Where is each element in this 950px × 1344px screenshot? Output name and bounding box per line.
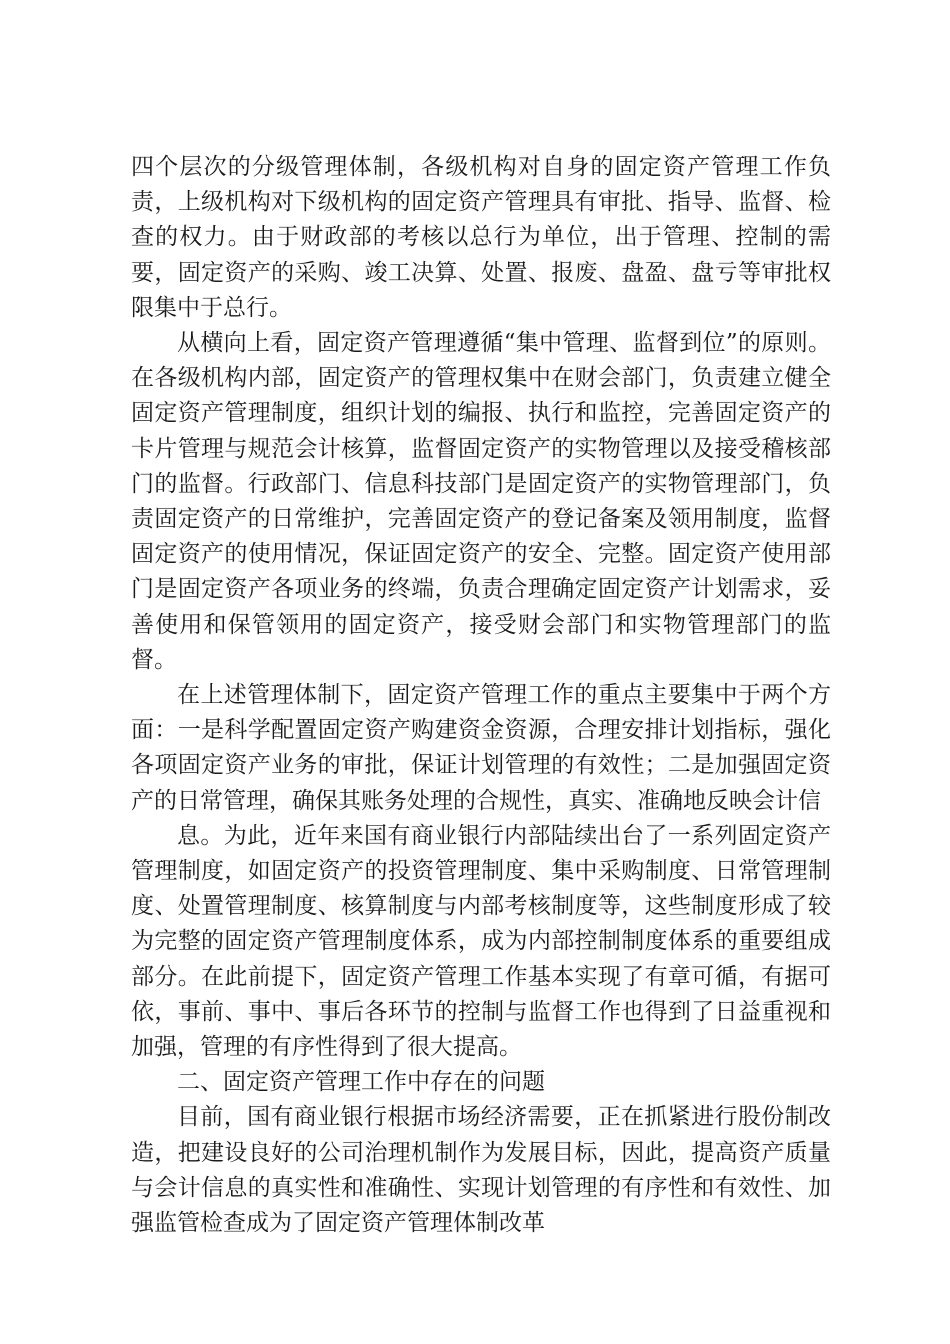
document-page xyxy=(131,150,831,1241)
paragraph-hierarchy-system: 四个层次的分级管理体制，各级机构对自身的固定资产管理工作负责，上级机构对下级机构的固定资产管理具有审批、指导、监督、检查的权力。由于财政部的考核以总行为单位，出于管理、控制的需要，固定资产的采购、竣工决算、处置、报废、盘盈、盘亏等审批权限集中于总行。 xyxy=(131,154,831,321)
paragraph-current-status: 目前，国有商业银行根据市场经济需要，正在抓紧进行股份制改造，把建设良好的公司治理机制作为发展目标，因此，提高资产质量与会计信息的真实性和准确性、实现计划管理的有序性和有效性、加强监管检查成为了固定资产管理体制改革 xyxy=(131,1104,831,1237)
paragraph-horizontal-view: 从横向上看，固定资产管理遵循“集中管理、监督到位”的原则。在各级机构内部，固定资产的管理权集中在财会部门，负责建立健全固定资产管理制度，组织计划的编报、执行和监控，完善固定资产的卡片管理与规范会计核算，监督固定资产的实物管理以及接受稽核部门的监督。行政部门、信息科技部门是固定资产的实物管理部门，负责固定资产的日常维护，完善固定资产的登记备案及领用制度，监督固定资产的使用情况，保证固定资产的安全、完整。固定资产使用部门是固定资产各项业务的终端，负责合理确定固定资产计划需求，妥善使用和保管领用的固定资产，接受财会部门和实物管理部门的监督。 xyxy=(131,330,831,673)
paragraph-management-focus: 在上述管理体制下，固定资产管理工作的重点主要集中于两个方面：一是科学配置固定资产购建资金资源，合理安排计划指标，强化各项固定资产业务的审批，保证计划管理的有效性；二是加强固定资产的日常管理，确保其账务处理的合规性，真实、准确地反映会计信 xyxy=(131,682,831,814)
section-heading-problems: 二、固定资产管理工作中存在的问题 xyxy=(177,1069,545,1096)
paragraph-management-rules: 息。为此，近年来国有商业银行内部陆续出台了一系列固定资产管理制度，如固定资产的投资管理制度、集中采购制度、日常管理制度、处置管理制度、核算制度与内部考核制度等，这些制度形成了较为完整的固定资产管理制度体系，成为内部控制制度体系的重要组成部分。在此前提下，固定资产管理工作基本实现了有章可循，有据可依，事前、事中、事后各环节的控制与监督工作也得到了日益重视和加强，管理的有序性得到了很大提高。 xyxy=(131,822,831,1061)
